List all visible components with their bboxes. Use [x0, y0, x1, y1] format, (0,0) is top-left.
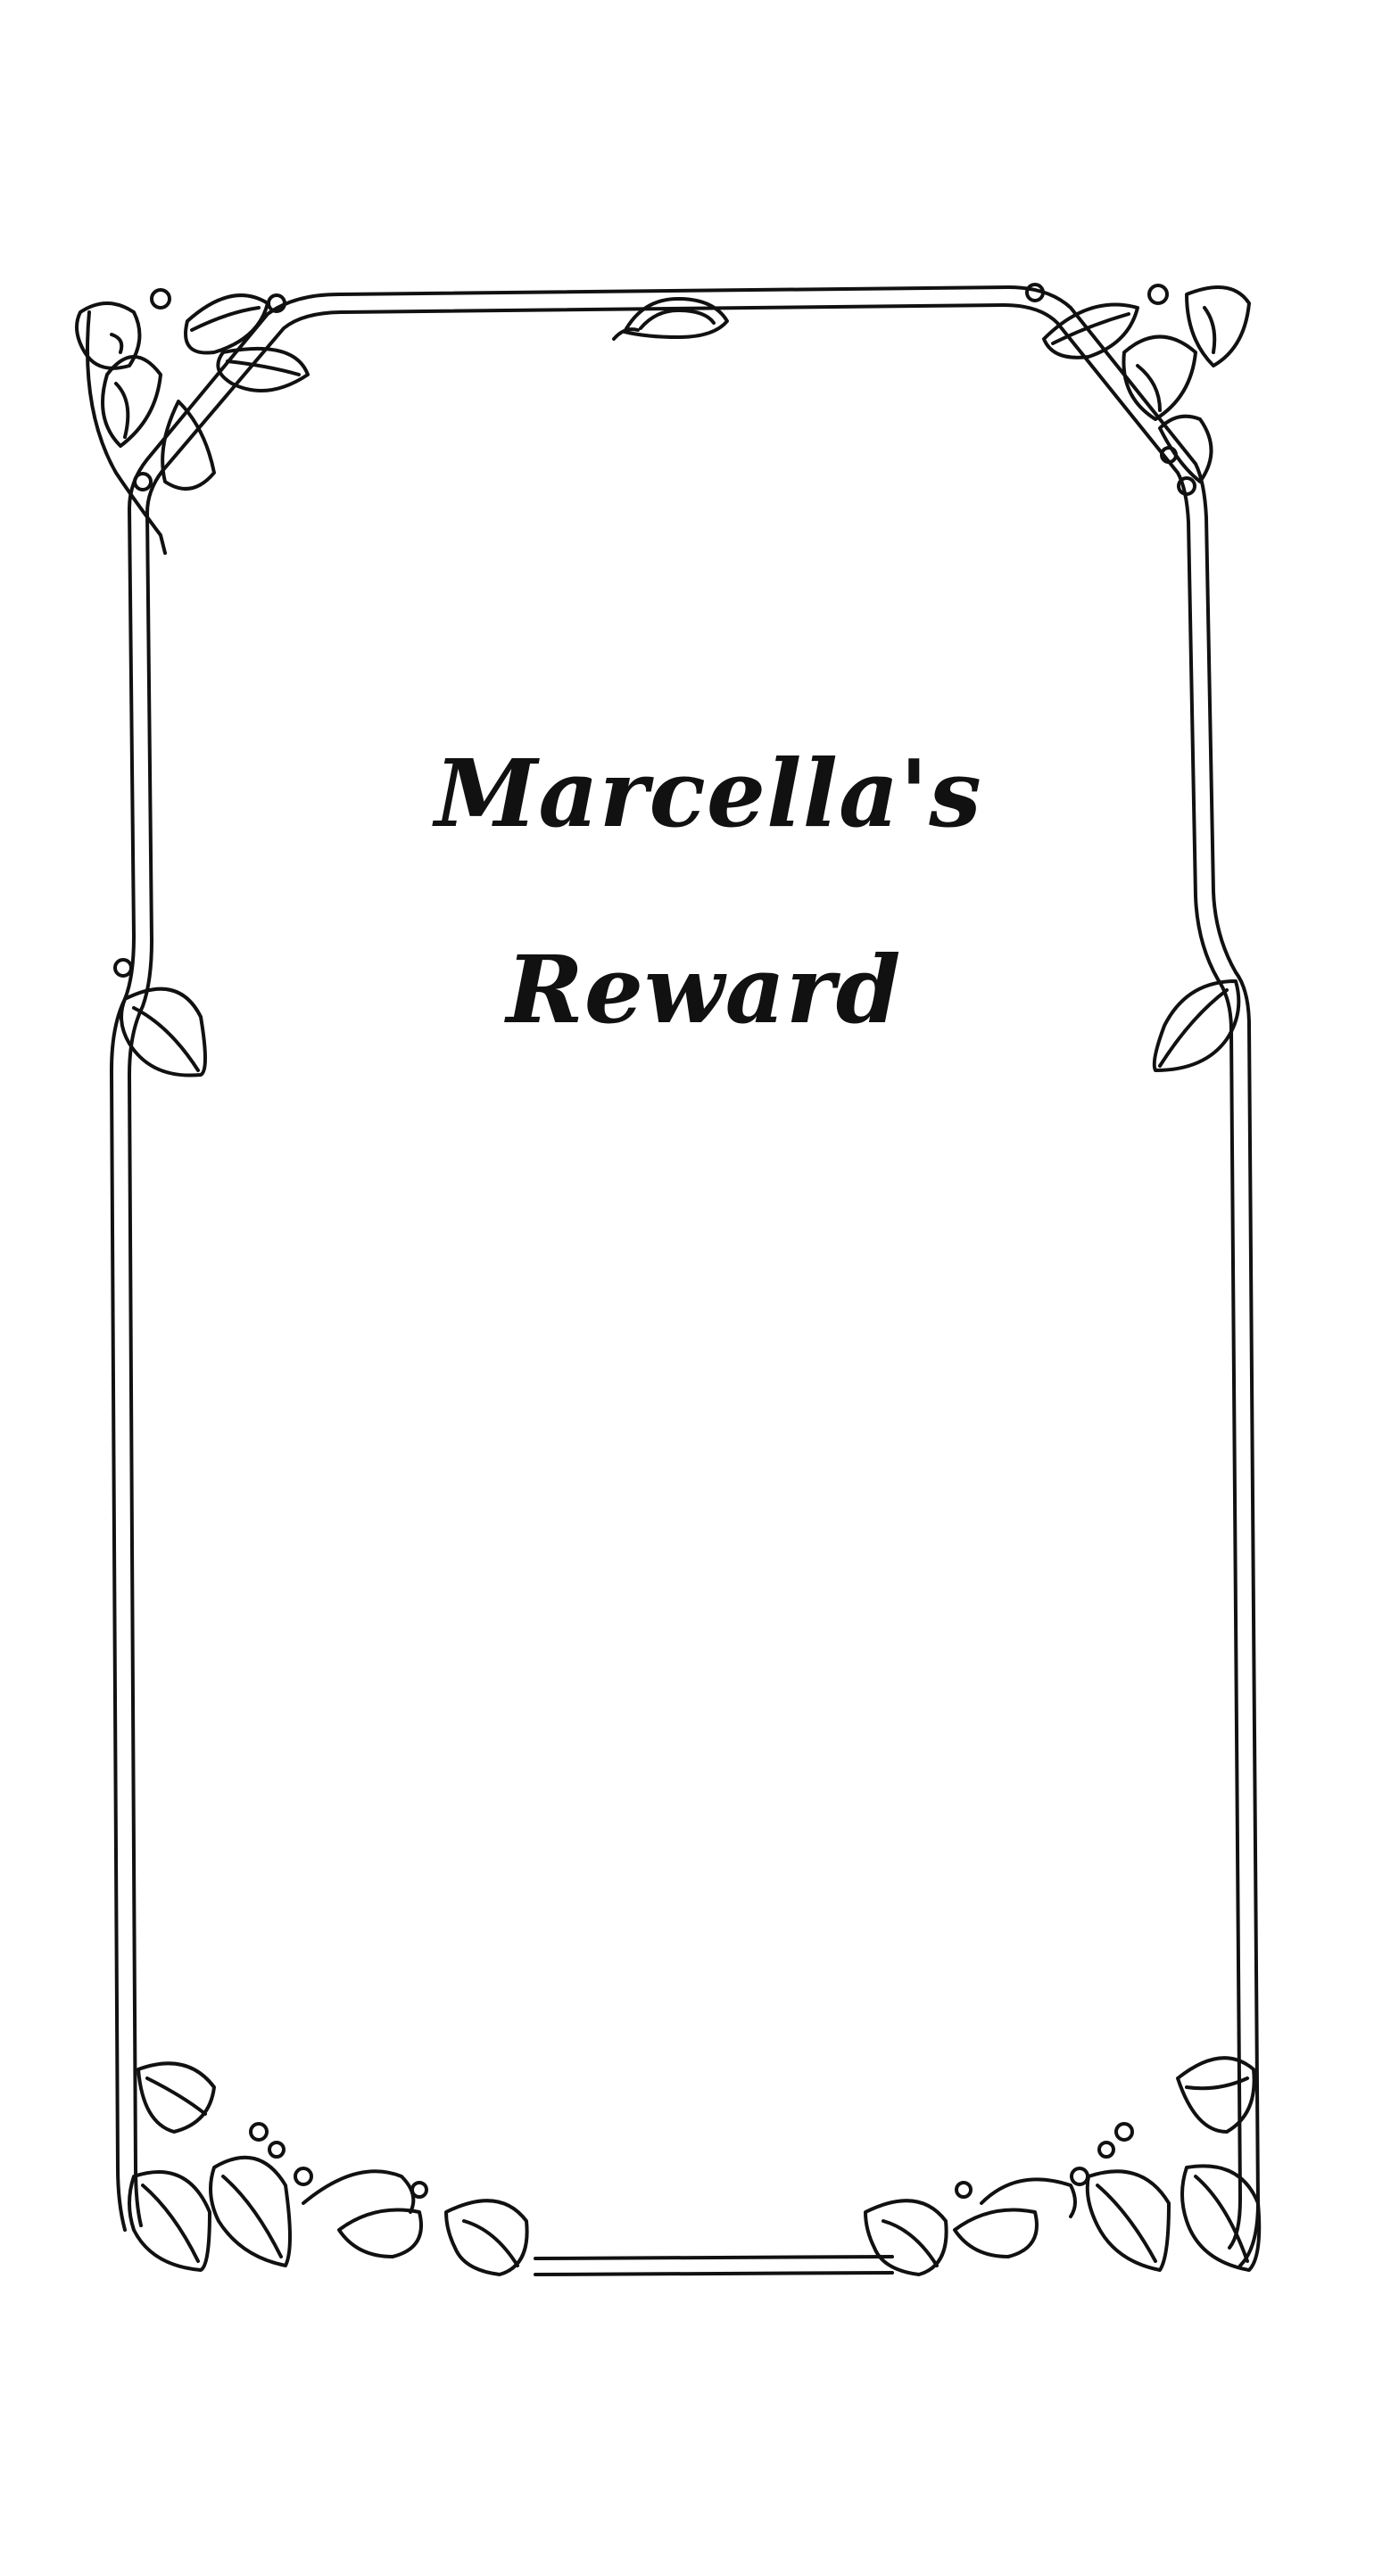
bottom-right-leaf-cluster: [865, 2058, 1259, 2275]
title-line-2: Reward: [506, 935, 902, 1044]
bottom-left-leaf-cluster: [129, 2063, 527, 2275]
frame-border: [112, 287, 1258, 2275]
top-center-ornament: [614, 299, 727, 339]
title-line-1: Marcella's: [435, 739, 982, 848]
top-left-leaf-cluster: [77, 290, 308, 553]
